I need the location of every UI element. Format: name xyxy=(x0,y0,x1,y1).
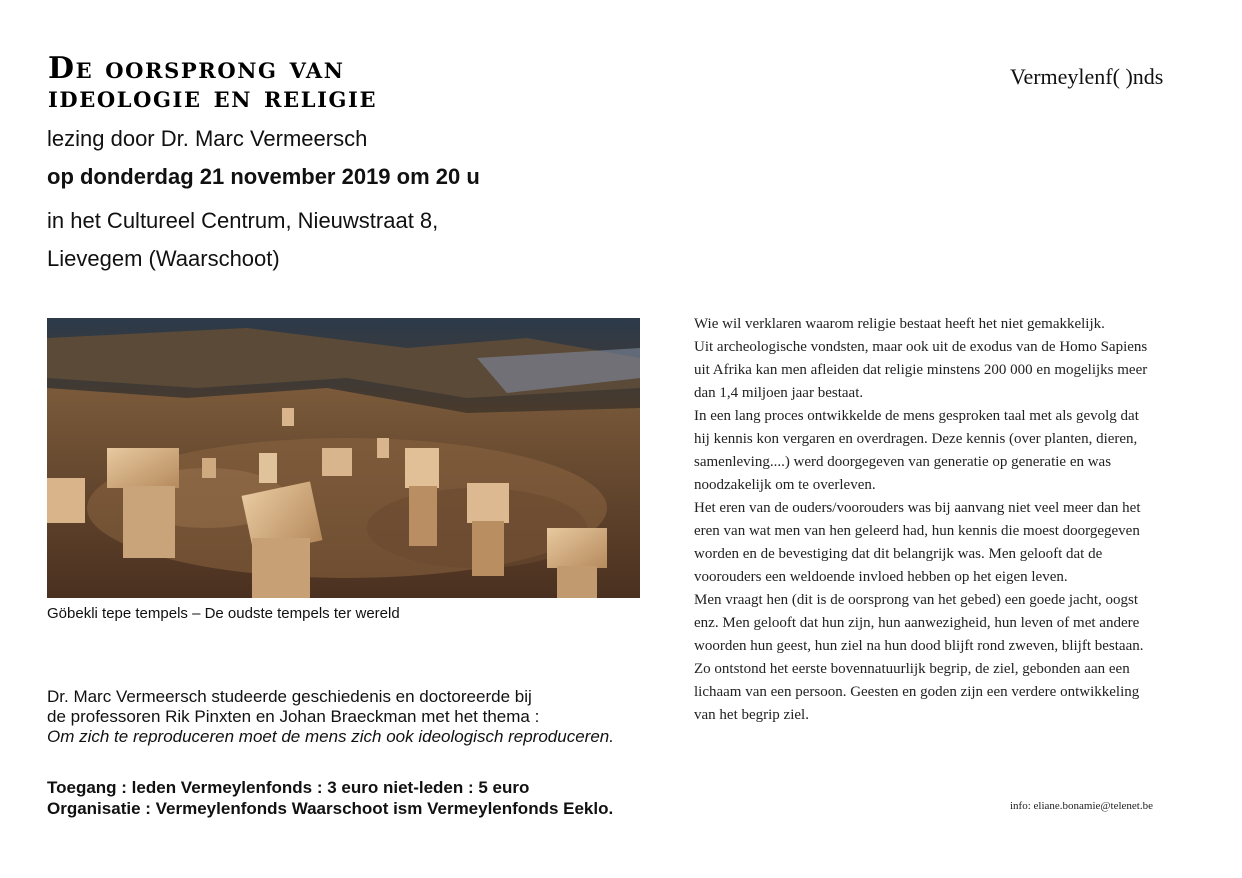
event-venue xyxy=(47,202,438,278)
article-line: lichaam van een persoon. Geesten en goden zijn een verdere ontwikkeling xyxy=(694,684,1140,700)
organisation-line: Organisatie : Vermeylenfonds Waarschoot ism Vermeylenfonds Eeklo. xyxy=(47,799,614,818)
article-line: dan 1,4 miljoen jaar bestaat. xyxy=(694,385,864,401)
article-line: Het eren van de ouders/voorouders was bij aanvang niet veel meer dan het xyxy=(694,500,1141,516)
article-line: eren van wat men van hen geleerd had, hun kennis die moest doorgegeven xyxy=(694,523,1140,539)
article-line: worden en de bevestiging dat dit belangrijk was. Men gelooft dat de xyxy=(694,546,1103,562)
speaker-bio xyxy=(47,687,614,747)
title-line-2: ideologie en religie xyxy=(48,80,378,115)
event-date: op donderdag 21 november 2019 om 20 u xyxy=(47,164,480,189)
article-line: Wie wil verklaren waarom religie bestaat heeft het niet gemakkelijk. xyxy=(694,316,1105,332)
contact-email[interactable]: info: eliane.bonamie@telenet.be xyxy=(1010,800,1153,812)
article-line: Men vraagt hen (dit is de oorsprong van het gebed) een goede jacht, oogst xyxy=(694,592,1139,608)
title-line-1: De oorsprong van xyxy=(48,51,345,86)
bio-line-2: de professoren Rik Pinxten en Johan Braeckman met het thema : xyxy=(47,707,540,726)
bio-thesis-title: Om zich te reproduceren moet de mens zich ook ideologisch reproduceren. xyxy=(47,727,614,746)
article-line: samenleving....) werd doorgegeven van generatie op generatie en was xyxy=(694,454,1112,470)
article-line: noodzakelijk om te overleven. xyxy=(694,477,876,493)
admission-info xyxy=(47,777,613,819)
bio-line-1: Dr. Marc Vermeersch studeerde geschiedenis en doctoreerde bij xyxy=(47,687,532,706)
article-line: voorouders een weldoende invloed hebben op het eigen leven. xyxy=(694,569,1068,585)
article-text xyxy=(694,313,1194,727)
admission-prices: Toegang : leden Vermeylenfonds : 3 euro niet-leden : 5 euro xyxy=(47,778,530,797)
lecturer-line: lezing door Dr. Marc Vermeersch xyxy=(47,126,368,151)
gobekli-tepe-photo xyxy=(47,318,640,598)
venue-line-1: in het Cultureel Centrum, Nieuwstraat 8, xyxy=(47,208,439,233)
venue-line-2: Lievegem (Waarschoot) xyxy=(47,246,280,271)
photo-caption: Göbekli tepe tempels – De oudste tempels ter wereld xyxy=(47,605,400,622)
page-title xyxy=(48,51,608,115)
article-line: In een lang proces ontwikkelde de mens gesproken taal met als gevolg dat xyxy=(694,408,1139,424)
article-line: hij kennis kon vergaren en overdragen. Deze kennis (over planten, dieren, xyxy=(694,431,1138,447)
article-line: woorden hun geest, hun ziel na hun dood blijft rond zweven, blijft bestaan. xyxy=(694,638,1144,654)
vermeylenfonds-logo: Vermeylenf( )nds xyxy=(1010,64,1164,89)
article-line: Uit archeologische vondsten, maar ook uit de exodus van de Homo Sapiens xyxy=(694,339,1148,355)
article-line: Zo ontstond het eerste bovennatuurlijk begrip, de ziel, gebonden aan een xyxy=(694,661,1130,677)
article-line: enz. Men gelooft dat hun zijn, hun aanwezigheid, hun leven of met andere xyxy=(694,615,1140,631)
article-line: van het begrip ziel. xyxy=(694,707,809,723)
article-line: uit Afrika kan men afleiden dat religie minstens 200 000 en mogelijks meer xyxy=(694,362,1148,378)
